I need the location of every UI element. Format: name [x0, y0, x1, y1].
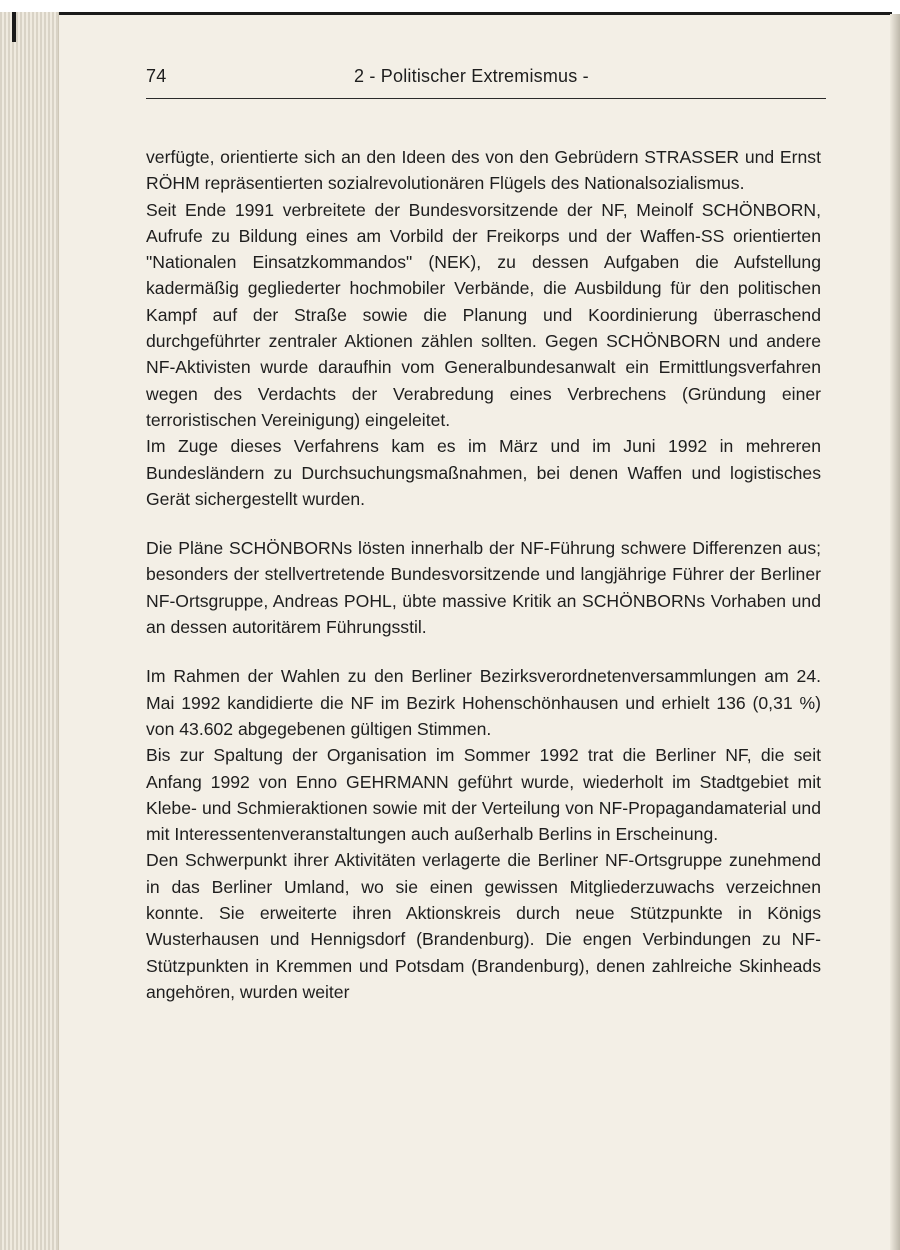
binding-mark [12, 12, 16, 42]
running-title: 2 - Politischer Extremismus - [354, 66, 589, 86]
paragraph-1: verfügte, orientierte sich an den Ideen des von den Gebrüdern STRASSER und Ernst RÖHM repräsentierten sozialrevolutionären Flügels des Nationalsozialismus. [146, 147, 821, 194]
paragraph-4: Die Pläne SCHÖNBORNs lösten innerhalb der NF-Führung schwere Differenzen aus; besonders der stellvertretende Bundesvorsitzende und langjährige Führer der Berliner NF-Ortsgruppe, Andreas POHL, übte massive Kritik an SCHÖNBORNs Vorhaben und an dessen autoritärem Führungsstil. [146, 538, 821, 638]
page-number: 74 [146, 66, 167, 86]
paragraph-7: Den Schwerpunkt ihrer Aktivitäten verlagerte die Berliner NF-Ortsgruppe zunehmend in das Berliner Umland, wo sie einen gewissen Mitgliederzuwachs verzeichnen konnte. Sie erweiterte ihren Aktionskreis durch neue Stützpunkte in Königs Wusterhausen und Hennigsdorf (Brandenburg). Die engen Verbindungen zu NF-Stützpunkten in Kremmen und Potsdam (Brandenburg), denen zahlreiche Skinheads angehören, wurden weiter [146, 850, 821, 1002]
page-binding-edge [0, 12, 59, 1250]
page-right-edge [890, 14, 900, 1250]
scan-top-line [12, 12, 892, 15]
page-header [146, 58, 826, 92]
body-text [146, 144, 821, 1005]
paragraph-5: Im Rahmen der Wahlen zu den Berliner Bezirksverordnetenversammlungen am 24. Mai 1992 kandidierte die NF im Bezirk Hohenschönhausen und erhielt 136 (0,31 %) von 43.602 abgegebenen gültigen Stimmen. [146, 666, 821, 739]
paragraph-2: Seit Ende 1991 verbreitete der Bundesvorsitzende der NF, Meinolf SCHÖNBORN, Aufrufe zu Bildung eines am Vorbild der Freikorps und der Waffen-SS orientierten "Nationalen Einsatzkommandos" (NEK), zu dessen Aufgaben die Aufstellung kadermäßig gegliederter hochmobiler Verbände, die Ausbildung für den politischen Kampf auf der Straße sowie die Planung und Koordinierung überraschend durchgeführter zentraler Aktionen zählen sollten. Gegen SCHÖNBORN und andere NF-Aktivisten wurde daraufhin vom Generalbundesanwalt ein Ermittlungsverfahren wegen des Verdachts der Verabredung eines Verbrechens (Gründung einer terroristischen Vereinigung) eingeleitet. [146, 199, 821, 430]
header-rule [146, 98, 826, 99]
paragraph-3: Im Zuge dieses Verfahrens kam es im März und im Juni 1992 in mehreren Bundesländern zu Durchsuchungsmaßnahmen, bei denen Waffen und logistisches Gerät sichergestellt wurden. [146, 436, 821, 509]
paragraph-6: Bis zur Spaltung der Organisation im Sommer 1992 trat die Berliner NF, die seit Anfang 1992 von Enno GEHRMANN geführt wurde, wiederholt im Stadtgebiet mit Klebe- und Schmieraktionen sowie mit der Verteilung von NF-Propagandamaterial und mit Interessentenveranstaltungen auch außerhalb Berlins in Erscheinung. [146, 745, 821, 845]
